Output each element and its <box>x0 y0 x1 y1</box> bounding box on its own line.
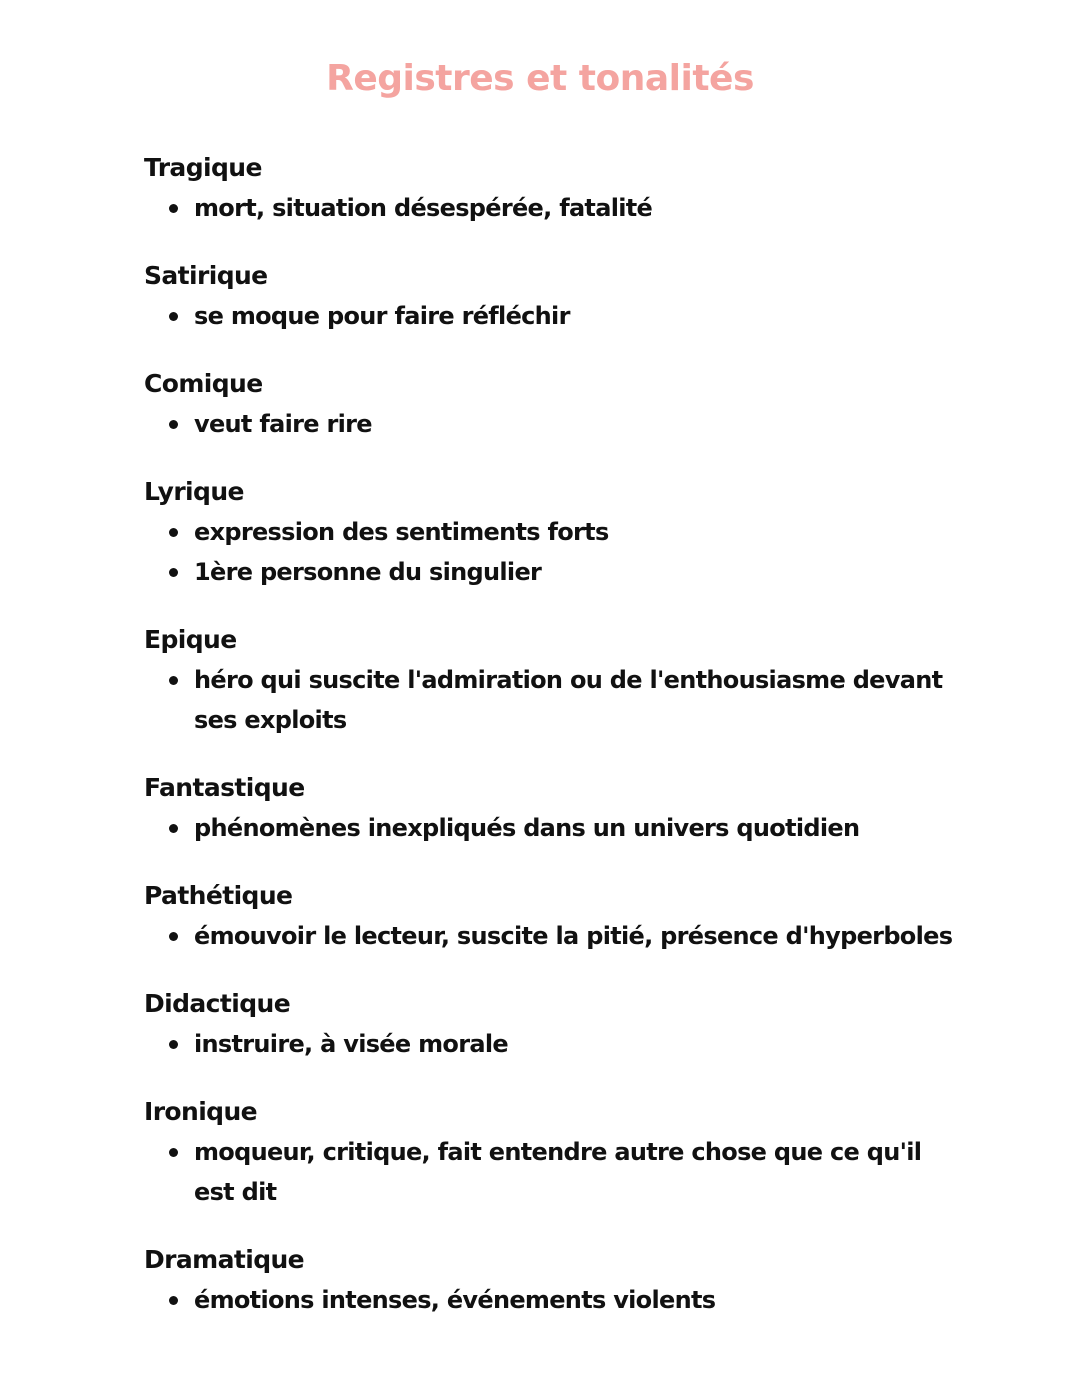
bullet-icon <box>169 1148 178 1157</box>
register-items <box>144 660 964 740</box>
register-section <box>144 768 964 848</box>
list-item <box>144 552 964 592</box>
register-heading: Dramatique <box>144 1245 305 1274</box>
page-title: Registres et tonalités <box>326 58 754 99</box>
list-item <box>144 916 964 956</box>
list-item-text: émouvoir le lecteur, suscite la pitié, présence d'hyperboles <box>194 922 953 950</box>
bullet-icon <box>169 528 178 537</box>
register-items <box>144 1280 964 1320</box>
register-section <box>144 472 964 592</box>
register-items <box>144 404 964 444</box>
bullet-icon <box>169 676 178 685</box>
list-item-text: se moque pour faire réfléchir <box>194 302 570 330</box>
register-section <box>144 364 964 444</box>
register-items <box>144 808 964 848</box>
list-item-text: émotions intenses, événements violents <box>194 1286 716 1314</box>
register-section <box>144 1240 964 1320</box>
register-section <box>144 876 964 956</box>
list-item-text: instruire, à visée morale <box>194 1030 508 1058</box>
bullet-icon <box>169 1040 178 1049</box>
register-section <box>144 1092 964 1212</box>
register-section <box>144 620 964 740</box>
list-item-text: héro qui suscite l'admiration ou de l'enthousiasme devant ses exploits <box>194 666 943 734</box>
list-item-text: moqueur, critique, fait entendre autre chose que ce qu'il est dit <box>194 1138 922 1206</box>
register-section <box>144 256 964 336</box>
list-item <box>144 1024 964 1064</box>
bullet-icon <box>169 312 178 321</box>
list-item-text: phénomènes inexpliqués dans un univers quotidien <box>194 814 860 842</box>
list-item <box>144 1132 964 1212</box>
list-item <box>144 660 964 740</box>
register-section <box>144 984 964 1064</box>
list-item-text: expression des sentiments forts <box>194 518 609 546</box>
bullet-icon <box>169 932 178 941</box>
list-item <box>144 296 964 336</box>
register-heading: Pathétique <box>144 881 293 910</box>
register-items <box>144 512 964 592</box>
register-items <box>144 1024 964 1064</box>
register-section <box>144 148 964 228</box>
list-item-text: 1ère personne du singulier <box>194 558 542 586</box>
register-items <box>144 1132 964 1212</box>
register-heading: Tragique <box>144 153 262 182</box>
list-item <box>144 404 964 444</box>
list-item <box>144 808 964 848</box>
list-item <box>144 512 964 552</box>
register-items <box>144 296 964 336</box>
bullet-icon <box>169 824 178 833</box>
list-item-text: veut faire rire <box>194 410 372 438</box>
list-item <box>144 1280 964 1320</box>
register-heading: Satirique <box>144 261 268 290</box>
list-item <box>144 188 964 228</box>
register-heading: Lyrique <box>144 477 244 506</box>
register-heading: Epique <box>144 625 237 654</box>
bullet-icon <box>169 420 178 429</box>
list-item-text: mort, situation désespérée, fatalité <box>194 194 653 222</box>
bullet-icon <box>169 568 178 577</box>
register-heading: Comique <box>144 369 263 398</box>
registers-list <box>144 148 964 1348</box>
register-items <box>144 916 964 956</box>
bullet-icon <box>169 1296 178 1305</box>
register-heading: Didactique <box>144 989 291 1018</box>
register-heading: Fantastique <box>144 773 305 802</box>
register-heading: Ironique <box>144 1097 258 1126</box>
register-items <box>144 188 964 228</box>
bullet-icon <box>169 204 178 213</box>
